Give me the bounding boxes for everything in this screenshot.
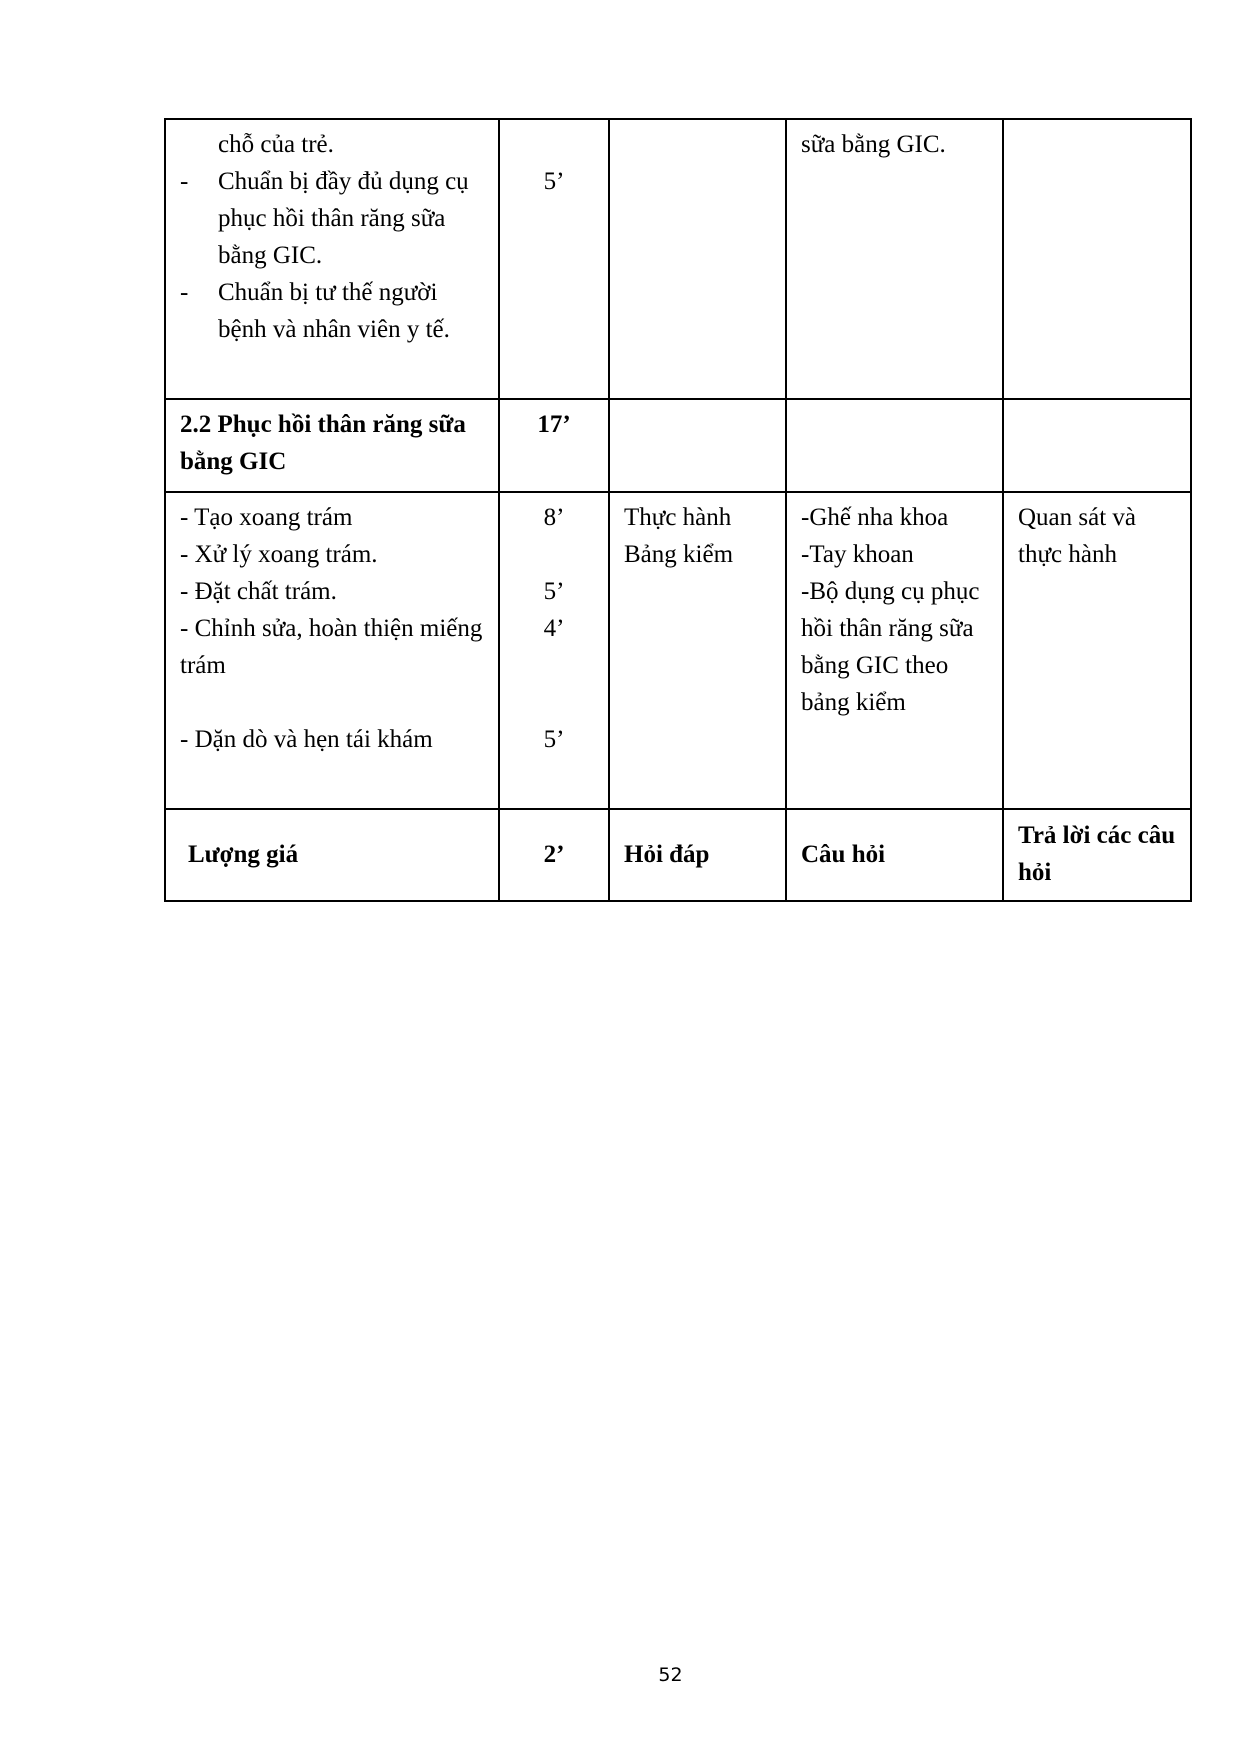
time-text: 5’ [543,726,565,753]
time-text: 8’ [543,504,565,531]
list-item: - Đặt chất trám. [180,578,337,605]
time-text: 4’ [543,615,565,642]
table-row [165,492,1191,809]
table-row [165,399,1191,492]
evaluation-cell [1003,119,1191,399]
section-title: 2.2 Phục hồi thân răng sữa bằng GIC [165,399,499,492]
section-title: Lượng giá [165,809,499,901]
lesson-plan-table [164,118,1192,902]
time-cell: 17’ [499,399,609,492]
evaluation-cell: Trả lời các câu hỏi [1003,809,1191,901]
list-item: - Tạo xoang trám [180,504,353,531]
cell-text: -Bộ dụng cụ phục hồi thân răng sữa bằng GIC theo bảng kiểm [801,578,980,716]
evaluation-cell: Quan sát và thực hành [1003,492,1191,809]
cell-text: chỗ của trẻ. [218,131,334,158]
method-cell [609,492,786,809]
time-text [514,684,594,721]
time-text [514,647,594,684]
cell-text: -Tay khoan [801,541,914,568]
list-item [180,684,484,721]
time-cell [499,119,609,399]
content-cell [165,492,499,809]
content-cell: chỗ của trẻ. - Chuẩn bị đầy đủ dụng cụ phục hồi thân răng sữa bằng GIC. - Chuẩn bị tư thế người bệnh và nhân viên y tế. [165,119,499,399]
time-text [514,536,594,573]
page-number: 52 [658,1664,683,1686]
list-item: - Chỉnh sửa, hoàn thiện miếng trám [180,615,483,679]
cell-text: Thực hành [624,504,732,531]
list-item: - Xử lý xoang trám. [180,541,378,568]
cell-text: -Ghế nha khoa [801,504,949,531]
equipment-cell: sữa bằng GIC. [786,119,1003,399]
method-cell [609,399,786,492]
time-text: 5’ [543,168,565,195]
table-row [165,119,1191,399]
list-item: Chuẩn bị tư thế người bệnh và nhân viên y tế. [218,279,450,343]
list-item: - Dặn dò và hẹn tái khám [180,726,433,753]
table-row [165,809,1191,901]
time-cell: 2’ [499,809,609,901]
equipment-cell: Câu hỏi [786,809,1003,901]
equipment-cell [786,399,1003,492]
evaluation-cell [1003,399,1191,492]
method-cell: Hỏi đáp [609,809,786,901]
list-item: Chuẩn bị đầy đủ dụng cụ phục hồi thân răng sữa bằng GIC. [218,168,469,269]
time-cell [499,492,609,809]
equipment-cell [786,492,1003,809]
time-text: 5’ [543,578,565,605]
method-cell [609,119,786,399]
cell-text: Bảng kiểm [624,541,734,568]
